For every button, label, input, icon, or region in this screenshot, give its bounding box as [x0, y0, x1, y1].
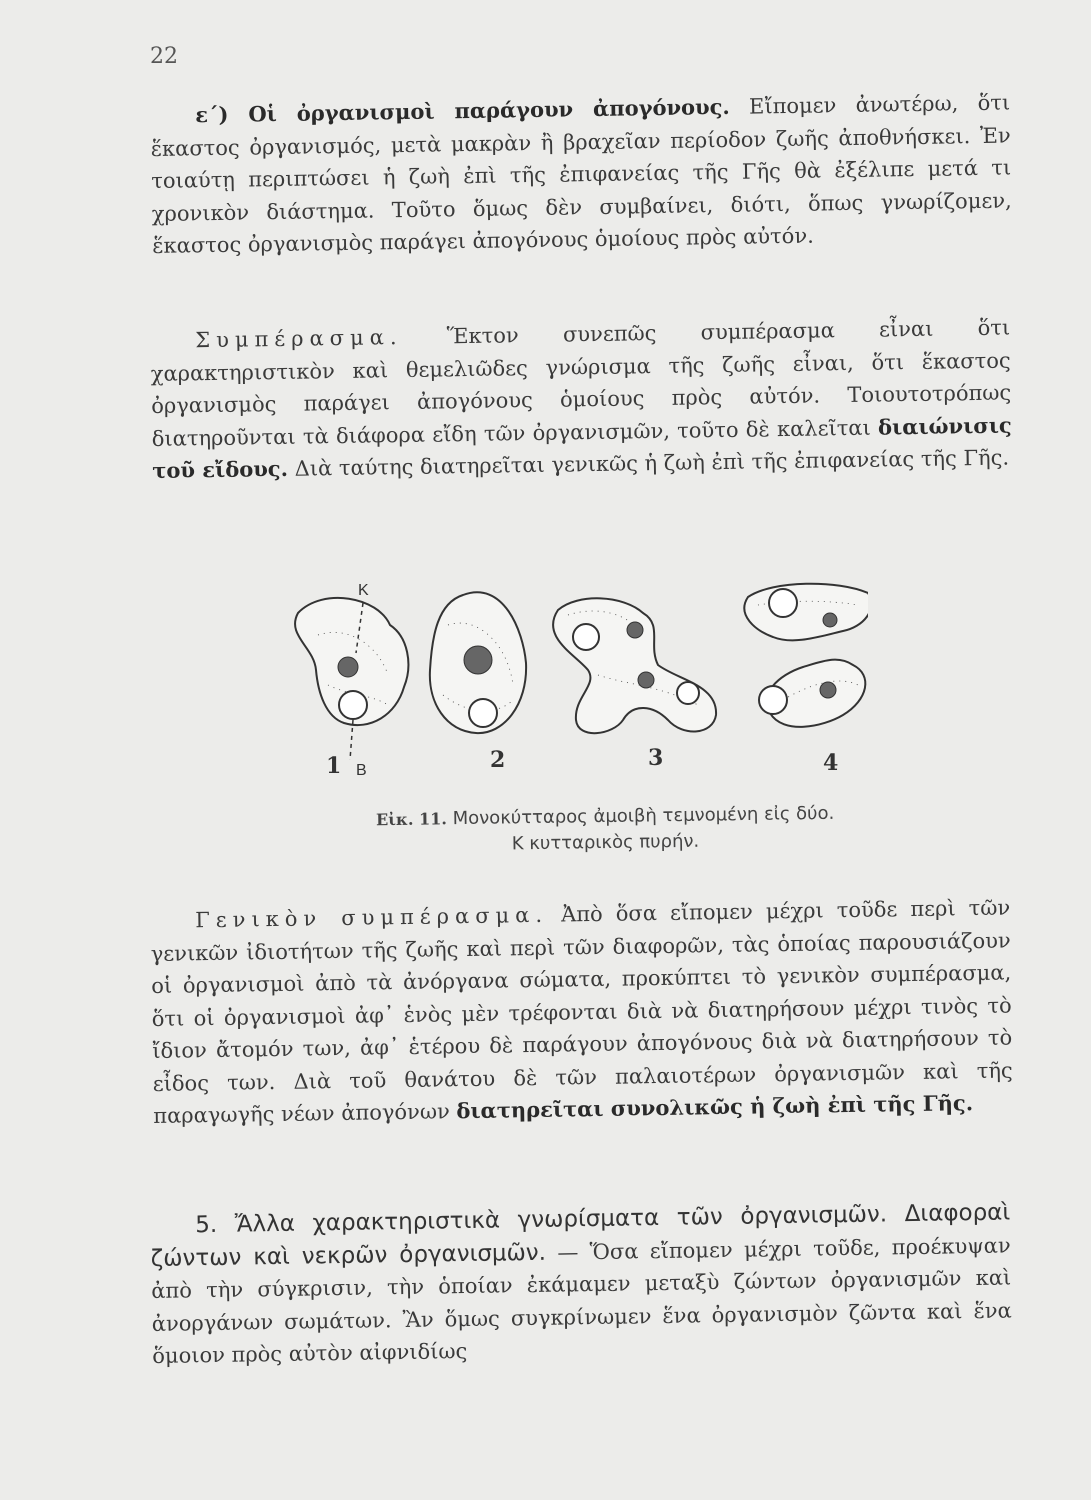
nucleus-2 [464, 646, 492, 674]
amoeba-illustration [278, 575, 868, 790]
section-e [150, 86, 1012, 262]
vacuole-3b [677, 682, 699, 704]
nucleus-4b [820, 682, 836, 698]
nucleus-4a [823, 613, 837, 627]
conclusion-1 [150, 311, 1012, 487]
conclusion-1-heading: Συμπέρασμα. [195, 325, 403, 353]
nucleus-3a [627, 622, 643, 638]
vacuole-4a [769, 589, 797, 617]
conclusion-1-text-a: Ἕκτον συνεπῶς συμπέρασμα εἶναι ὅτι χαρακτηριστικὸν καὶ θεμελιῶδες γνώρισμα τῆς ζωῆς εἶναι, ὅτι ἕκαστος ὀργανισμὸς παράγει ἀπογόνους ὁμοίους πρὸς αὐτόν. Τοιουτοτρόπως διατηροῦνται τὰ διάφορα εἴδη τῶν ὀργανισμῶν, τοῦτο δὲ καλεῖται [150, 315, 1012, 451]
nucleus-1 [338, 657, 358, 677]
label-k: Κ [358, 582, 369, 599]
vacuole-2 [469, 699, 497, 727]
nucleus-3b [638, 672, 654, 688]
caption-label: Εἰκ. 11. [375, 809, 448, 830]
amoeba-figure [278, 575, 868, 790]
caption-line-2: Κ κυτταρικὸς πυρήν. [511, 830, 700, 855]
label-b: Β [356, 762, 367, 779]
conclusion-general [150, 891, 1013, 1132]
vacuole-3a [573, 624, 599, 650]
figure-caption [320, 800, 891, 860]
section-e-text: Εἴπομεν ἀνωτέρω, ὅτι ἕκαστος ὀργανισμός, μετὰ μακρὰν ἢ βραχεῖαν περίοδον ζωῆς ἀποθνήσκει. Ἐν τοιαύτῃ περιπτώσει ἡ ζωὴ ἐπὶ τῆς ἐπιφανείας τῆς Γῆς θὰ ἐξέλιπε μετά τι χρονικὸν διάστημα. Τοῦτο ὅμως δὲν συμβαίνει, διότι, ὅπως γνωρίζομεν, ἕκαστος ὀργανισμὸς παράγει ἀπογόνους ὁμοίους πρὸς αὐτόν. [150, 90, 1012, 258]
section-5-heading: 5. Ἄλλα χαρακτηριστικὰ γνωρίσματα τῶν ὀργανισμῶν. Διαφοραὶ ζώντων καὶ νεκρῶν ὀργανισμῶν. [150, 1199, 1011, 1272]
amoeba-cell-3 [553, 598, 716, 733]
conclusion-general-text-a: Ἀπὸ ὅσα εἴπομεν μέχρι τοῦδε περὶ τῶν γενικῶν ἰδιοτήτων τῆς ζωῆς καὶ περὶ τῶν διαφορῶν, τὰς ὁποίας παρουσιάζουν οἱ ὀργανισμοὶ ἀπὸ τὰ ἀνόργανα σώματα, προκύπτει τὸ γενικὸν συμπέρασμα, ὅτι οἱ ὀργανισμοὶ ἀφ᾽ ἑνὸς μὲν τρέφονται διὰ νὰ διατηρήσουν μέχρι τινὸς τὸ ἴδιον ἄτομόν των, ἀφ᾽ ἑτέρου δὲ παράγουν ἀπογόνους διὰ νὰ διατηρήσουν τὸ εἶδος των. Διὰ τοῦ θανάτου δὲ τῶν παλαιοτέρων ὀργανισμῶν καὶ τῆς παραγωγῆς νέων ἀπογόνων [150, 895, 1013, 1128]
conclusion-1-text-b: Διὰ ταύτης διατηρεῖται γενικῶς ἡ ζωὴ ἐπὶ τῆς ἐπιφανείας τῆς Γῆς. [287, 445, 1010, 481]
amoeba-cell-4-top [744, 584, 868, 641]
conclusion-general-heading: Γενικὸν συμπέρασμα. [195, 902, 549, 933]
section-5 [150, 1196, 1012, 1372]
page-number: 22 [150, 44, 178, 69]
figure-number-4: 4 [823, 750, 839, 776]
caption-line-1: Μονοκύτταρος ἀμοιβὴ τεμνομένη εἰς δύο. [446, 802, 835, 830]
section-5-text: — Ὅσα εἴπομεν μέχρι τοῦδε, προέκυψαν ἀπὸ τὴν σύγκρισιν, τὴν ὁποίαν ἐκάμαμεν μεταξὺ ζώντων ὀργανισμῶν καὶ ἀνοργάνων σωμάτων. Ἂν ὅμως συγκρίνωμεν ἕνα ὀργανισμὸν ζῶντα καὶ ἕνα ὅμοιον πρὸς αὐτὸν αἰφνιδίως [151, 1232, 1012, 1368]
figure-number-3: 3 [648, 745, 664, 771]
figure-number-1: 1 [326, 753, 342, 779]
figure-number-2: 2 [490, 747, 506, 773]
vacuole-4b [759, 686, 787, 714]
conclusion-1-bold: διαιώνισις τοῦ εἴδους. [152, 411, 1012, 483]
section-e-heading: ε΄) Οἱ ὀργανισμοὶ παράγουν ἀπογόνους. [195, 93, 730, 128]
conclusion-general-bold: διατηρεῖται συνολικῶς ἡ ζωὴ ἐπὶ τῆς Γῆς. [456, 1090, 974, 1124]
vacuole-1 [339, 691, 367, 719]
